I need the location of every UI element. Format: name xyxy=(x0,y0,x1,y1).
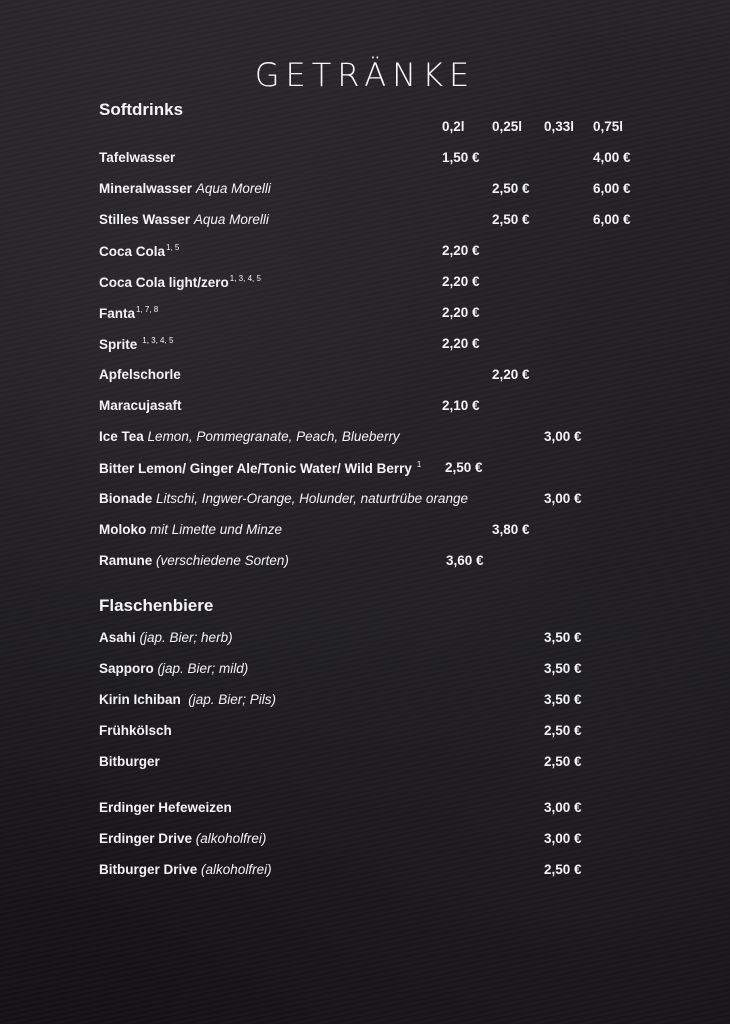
item-name xyxy=(99,800,232,815)
column-header: 0,75l xyxy=(593,119,624,134)
allergen-footnote: 1, 3, 4, 5 xyxy=(142,336,174,345)
item-price: 2,50 € xyxy=(544,754,582,769)
menu-item-row xyxy=(0,212,730,232)
item-title: Ramune xyxy=(99,553,153,568)
item-name xyxy=(99,723,172,738)
menu-item-row xyxy=(0,336,730,356)
item-title: Moloko xyxy=(99,522,147,537)
item-price: 2,50 € xyxy=(492,212,530,227)
item-price: 2,50 € xyxy=(445,460,483,475)
item-title: Coca Cola light/zero xyxy=(99,275,229,290)
item-price: 2,10 € xyxy=(442,398,480,413)
item-description: Aqua Morelli xyxy=(193,212,269,227)
menu-item-row xyxy=(0,692,730,712)
item-name xyxy=(99,522,282,537)
menu-item-row xyxy=(0,181,730,201)
menu-item-row xyxy=(0,491,730,511)
item-name xyxy=(99,367,181,382)
menu-item-row xyxy=(0,661,730,681)
item-name xyxy=(99,150,175,165)
item-price: 4,00 € xyxy=(593,150,631,165)
item-name xyxy=(99,831,266,846)
item-price: 2,20 € xyxy=(442,274,480,289)
item-title: Sapporo xyxy=(99,661,154,676)
menu-item-row xyxy=(0,630,730,650)
item-name xyxy=(99,491,468,506)
item-price: 3,80 € xyxy=(492,522,530,537)
item-title: Maracujasaft xyxy=(99,398,182,413)
item-name xyxy=(99,336,173,352)
menu-item-row xyxy=(0,150,730,170)
item-title: Tafelwasser xyxy=(99,150,176,165)
item-title: Coca Cola xyxy=(99,244,166,259)
page-title: GETRÄNKE xyxy=(254,56,476,94)
item-title: Ice Tea xyxy=(99,429,144,444)
menu-item-row xyxy=(0,429,730,449)
item-title: Asahi xyxy=(99,630,136,645)
item-price: 2,50 € xyxy=(544,723,582,738)
item-price: 3,00 € xyxy=(544,831,582,846)
item-title: Mineralwasser xyxy=(99,181,193,196)
item-price: 2,50 € xyxy=(544,862,582,877)
allergen-footnote: 1, 5 xyxy=(166,243,180,252)
item-description: mit Limette und Minze xyxy=(150,522,283,537)
item-description: Aqua Morelli xyxy=(195,181,271,196)
size-column-headers xyxy=(0,119,730,139)
item-name xyxy=(99,460,421,476)
item-price: 2,20 € xyxy=(492,367,530,382)
allergen-footnote: 1 xyxy=(416,460,422,469)
item-price: 3,00 € xyxy=(544,800,582,815)
item-name xyxy=(99,661,248,676)
column-header: 0,33l xyxy=(544,119,575,134)
item-title: Bitter Lemon/ Ginger Ale/Tonic Water/ Wild Berry xyxy=(99,461,412,476)
item-description: Litschi, Ingwer-Orange, Holunder, naturtrübe orange xyxy=(156,491,468,506)
menu-item-row xyxy=(0,522,730,542)
section-heading-softdrinks: Softdrinks xyxy=(99,100,184,119)
item-price: 3,50 € xyxy=(544,661,582,676)
item-description: (verschiedene Sorten) xyxy=(156,553,289,568)
item-name xyxy=(99,692,276,707)
item-price: 1,50 € xyxy=(442,150,480,165)
item-name xyxy=(99,630,233,645)
item-description: (alkoholfrei) xyxy=(195,831,267,846)
menu-item-row xyxy=(0,460,730,480)
column-header: 0,25l xyxy=(492,119,523,134)
item-description: (alkoholfrei) xyxy=(201,862,272,877)
item-name xyxy=(99,181,271,196)
item-title: Sprite xyxy=(99,337,138,352)
item-price: 2,20 € xyxy=(442,243,480,258)
item-name xyxy=(99,305,158,321)
item-description: (jap. Bier; mild) xyxy=(157,661,249,676)
menu-item-row xyxy=(0,723,730,743)
menu-item-row xyxy=(0,274,730,294)
item-title: Erdinger Drive xyxy=(99,831,193,846)
item-title: Bitburger xyxy=(99,754,160,769)
item-price: 6,00 € xyxy=(593,181,631,196)
column-header: 0,2l xyxy=(442,119,465,134)
item-price: 3,50 € xyxy=(544,630,582,645)
item-title: Apfelschorle xyxy=(99,367,181,382)
item-price: 2,20 € xyxy=(442,336,480,351)
menu-item-row xyxy=(0,800,730,820)
item-title: Bionade xyxy=(99,491,153,506)
section-heading-beers: Flaschenbiere xyxy=(99,596,214,615)
menu-item-row xyxy=(0,754,730,774)
item-name xyxy=(99,553,289,568)
item-price: 3,60 € xyxy=(446,553,484,568)
menu-item-row xyxy=(0,862,730,882)
item-title: Erdinger Hefeweizen xyxy=(99,800,232,815)
item-title: Stilles Wasser xyxy=(99,212,191,227)
menu-item-row xyxy=(0,831,730,851)
item-description: Lemon, Pommegranate, Peach, Blueberry xyxy=(147,429,400,444)
item-price: 2,20 € xyxy=(442,305,480,320)
item-price: 3,00 € xyxy=(544,429,582,444)
menu-item-row xyxy=(0,553,730,573)
item-description: (jap. Bier; Pils) xyxy=(188,692,277,707)
item-title: Fanta xyxy=(99,306,136,321)
menu-item-row xyxy=(0,243,730,263)
item-title: Bitburger Drive xyxy=(99,862,198,877)
item-price: 3,50 € xyxy=(544,692,582,707)
item-name xyxy=(99,243,179,259)
item-name xyxy=(99,862,272,877)
item-price: 6,00 € xyxy=(593,212,631,227)
item-title: Frühkölsch xyxy=(99,723,172,738)
item-price: 2,50 € xyxy=(492,181,530,196)
item-title: Kirin Ichiban xyxy=(99,692,181,707)
allergen-footnote: 1, 7, 8 xyxy=(136,305,159,314)
item-name xyxy=(99,274,261,290)
item-name xyxy=(99,754,160,769)
allergen-footnote: 1, 3, 4, 5 xyxy=(229,274,261,283)
item-price: 3,00 € xyxy=(544,491,582,506)
menu-item-row xyxy=(0,398,730,418)
menu-item-row xyxy=(0,305,730,325)
item-name xyxy=(99,212,269,227)
menu-item-row xyxy=(0,367,730,387)
item-description: (jap. Bier; herb) xyxy=(139,630,233,645)
item-name xyxy=(99,429,400,444)
item-name xyxy=(99,398,182,413)
